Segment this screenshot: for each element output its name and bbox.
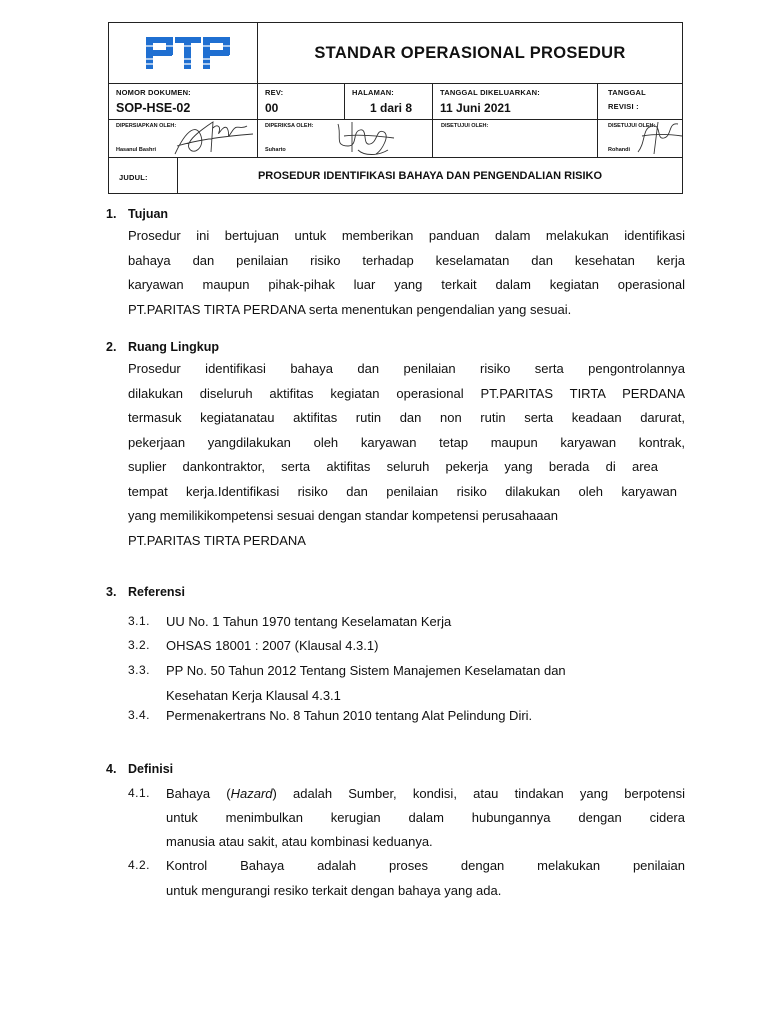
reference-3-text-line-2: Kesehatan Kerja Klausal 4.3.1 [166, 688, 341, 703]
definition-1-line-1 [166, 786, 685, 801]
reference-2-text: OHSAS 18001 : 2007 (Klausal 4.3.1) [166, 638, 379, 653]
tanggal-revisi-label-1: TANGGAL [608, 88, 646, 97]
signature-rohandi [628, 118, 684, 158]
reference-3-number: 3.3. [128, 663, 151, 677]
s1-line-1: Prosedur ini bertujuan untuk memberikan panduan dalam melakukan identifikasi [128, 228, 685, 243]
section-1-number: 1. [106, 207, 117, 221]
definition-1-line-2: untuk menimbulkan kerugian dalam hubungannya dengan cidera [166, 810, 685, 825]
definition-2-line-2: untuk mengurangi resiko terkait dengan bahaya yang ada. [166, 883, 502, 898]
s2-line-6: tempat kerja.Identifikasi risiko dan penilaian risiko dilakukan oleh karyawan [128, 483, 677, 499]
definition-item-2-line-2 [128, 883, 685, 903]
s1-line-4: PT.PARITAS TIRTA PERDANA serta menentukan pengendalian yang sesuai. [128, 301, 572, 317]
judul-value-cell [177, 157, 682, 194]
dipersiapkan-cell [109, 119, 257, 157]
title-cell [257, 23, 682, 83]
judul-value: PROSEDUR IDENTIFIKASI BAHAYA DAN PENGENDALIAN RISIKO [257, 170, 603, 182]
reference-4-text: Permenakertrans No. 8 Tahun 2010 tentang Alat Pelindung Diri. [166, 708, 533, 723]
rev-label: REV: [265, 88, 284, 97]
section-4-heading [106, 762, 173, 776]
definition-item-1-line-2 [128, 810, 685, 830]
s2-line-7: yang memilikikompetensi sesuai dengan standar kompetensi perusahaaan [128, 508, 558, 523]
reference-item-3-continued [128, 688, 685, 708]
reference-item-2 [128, 638, 685, 658]
section-3-heading [106, 585, 185, 599]
tanggal-dikeluarkan-label: TANGGAL DIKELUARKAN: [440, 88, 540, 97]
company-logo [109, 23, 257, 83]
section-2-heading [106, 340, 219, 354]
judul-label: JUDUL: [119, 173, 148, 182]
document-header-table [108, 22, 683, 194]
nomor-dokumen-label: NOMOR DOKUMEN: [116, 88, 191, 97]
reference-item-4 [128, 708, 685, 728]
section-1-heading [106, 207, 168, 221]
diperiksa-name: Suharto [265, 147, 286, 153]
definition-item-1 [128, 786, 685, 806]
section-3-number: 3. [106, 585, 117, 599]
reference-1-text: UU No. 1 Tahun 1970 tentang Keselamatan Kerja [166, 614, 452, 629]
section-2-paragraph [128, 361, 685, 557]
disetujui-label: DISETUJUI OLEH: [441, 123, 489, 129]
s2-line-2: dilakukan diseluruh aktifitas kegiatan operasional PT.PARITAS TIRTA PERDANA [128, 385, 685, 401]
nomor-dokumen-value: SOP-HSE-02 [116, 101, 191, 115]
reference-2-number: 3.2. [128, 638, 151, 652]
dipersiapkan-label: DIPERSIAPKAN OLEH: [116, 123, 177, 129]
definition-1-text-c: ) adalah Sumber, kondisi, atau tindakan yang berpotensi [272, 786, 685, 801]
signature-suharto [318, 116, 408, 160]
diperiksa-cell [257, 119, 432, 157]
rev-cell [257, 83, 344, 119]
s1-line-2: bahaya dan penilaian risiko terhadap keselamatan dan kesehatan kerja [128, 252, 685, 268]
diperiksa-label: DIPERIKSA OLEH: [265, 123, 314, 129]
reference-item-3 [128, 663, 685, 683]
signature-hasanul [167, 118, 257, 160]
tanggal-revisi-cell [597, 83, 682, 119]
disetujui-2-name: Rohandi [608, 147, 630, 153]
section-4-number: 4. [106, 762, 117, 776]
definition-1-line-3: manusia atau sakit, atau kombinasi keduanya. [166, 834, 433, 849]
definition-1-text-a: Bahaya ( [166, 786, 231, 801]
section-2-title: Ruang Lingkup [128, 340, 219, 354]
s2-line-5: suplier dankontraktor, serta aktifitas seluruh pekerja yang berada di area [128, 459, 658, 474]
tanggal-dikeluarkan-value: 11 Juni 2021 [440, 101, 511, 115]
logo-cell [109, 23, 257, 83]
dipersiapkan-name: Hasanul Bashri [116, 147, 157, 153]
document-title: STANDAR OPERASIONAL PROSEDUR [314, 43, 626, 62]
disetujui-cell [432, 119, 597, 157]
reference-4-number: 3.4. [128, 708, 151, 722]
nomor-dokumen-cell [109, 83, 257, 119]
disetujui-2-cell [597, 119, 682, 157]
section-2-number: 2. [106, 340, 117, 354]
rev-value: 00 [265, 101, 279, 115]
s2-line-8: PT.PARITAS TIRTA PERDANA [128, 532, 306, 548]
halaman-value: 1 dari 8 [370, 101, 413, 115]
definition-1-hazard-term: Hazard [230, 786, 273, 801]
reference-1-number: 3.1. [128, 614, 151, 628]
s2-line-4: pekerjaan yangdilakukan oleh karyawan tetap maupun karyawan kontrak, [128, 434, 685, 450]
tanggal-revisi-label-2: REVISI : [608, 102, 639, 111]
judul-label-cell [109, 157, 177, 194]
halaman-label: HALAMAN: [352, 88, 395, 97]
reference-3-text: PP No. 50 Tahun 2012 Tentang Sistem Manajemen Keselamatan dan [166, 663, 566, 678]
section-3-title: Referensi [128, 585, 185, 599]
definition-item-1-line-3 [128, 834, 685, 854]
s1-line-3: karyawan maupun pihak-pihak luar yang terkait dalam kegiatan operasional [128, 277, 685, 292]
definition-2-line-1: Kontrol Bahaya adalah proses dengan melakukan penilaian [166, 858, 685, 873]
s2-line-1: Prosedur identifikasi bahaya dan penilaian risiko serta pengontrolannya [128, 361, 685, 376]
disetujui-2-label: DISETUJUI OLEH: [608, 123, 656, 129]
section-1-title: Tujuan [128, 207, 169, 221]
section-4-title: Definisi [128, 762, 174, 776]
definition-item-2 [128, 858, 685, 878]
reference-item-1 [128, 614, 685, 634]
halaman-cell [344, 83, 432, 119]
s2-line-3: termasuk kegiatanatau aktifitas rutin dan non rutin serta keadaan darurat, [128, 410, 685, 425]
tanggal-dikeluarkan-cell [432, 83, 597, 119]
section-1-paragraph [128, 228, 685, 326]
definition-2-number: 4.2. [128, 858, 151, 872]
definition-1-number: 4.1. [128, 786, 151, 800]
